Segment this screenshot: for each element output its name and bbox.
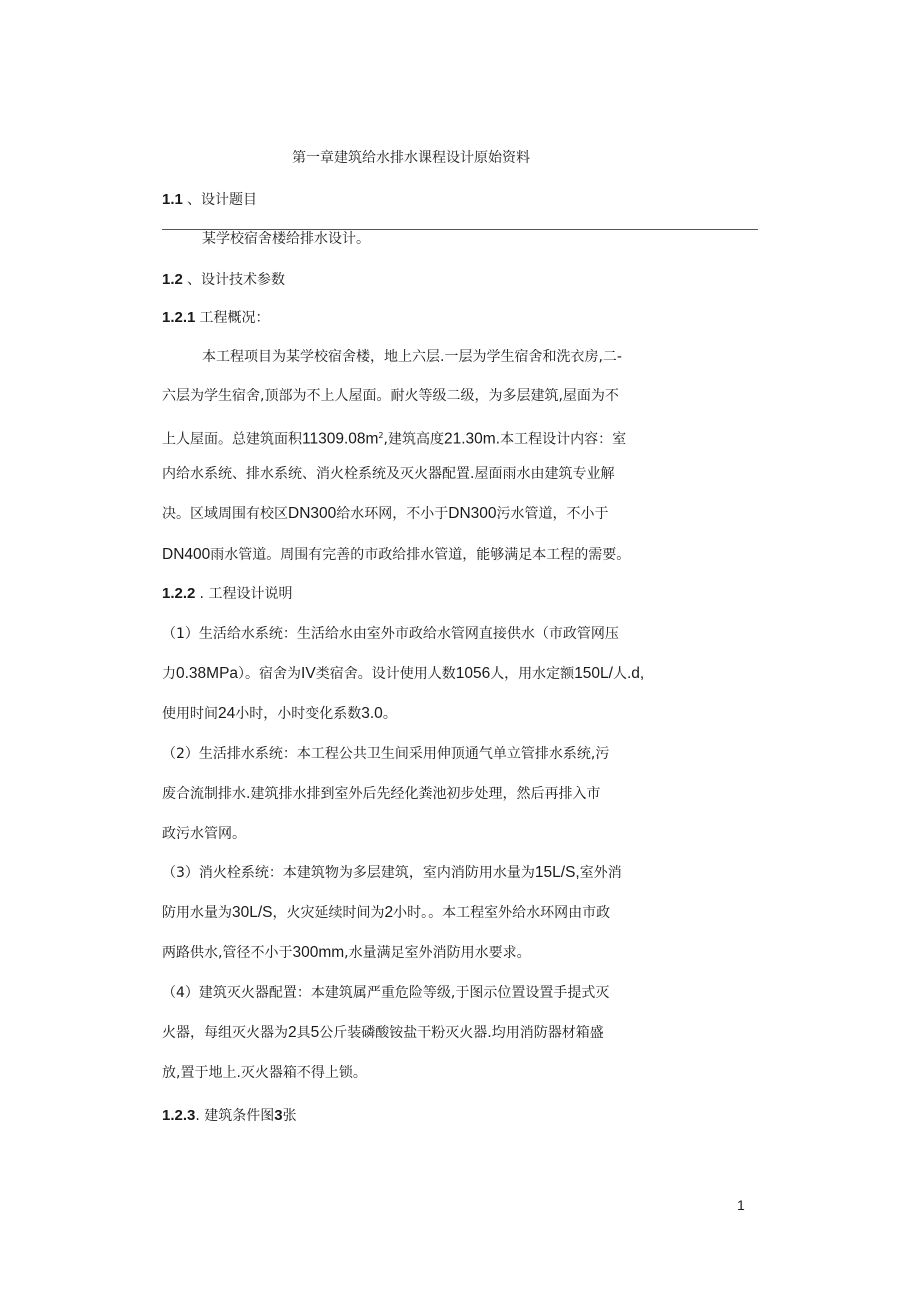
overview-line-1: 本工程项目为某学校宿舍楼，地上六层.一层为学生宿舍和洗衣房,二- xyxy=(202,349,622,365)
extinguisher-line-1: （4）建筑灭火器配置：本建筑属严重危险等级,于图示位置设置手提式灭 xyxy=(162,985,610,1001)
water-supply-line-3: 使用时间24小时，小时变化系数3.0。 xyxy=(162,705,397,722)
section-1-2-heading: 1.2 、设计技术参数 xyxy=(162,271,286,288)
page-number: 1 xyxy=(737,1197,745,1213)
overview-line-4: 内给水系统、排水系统、消火栓系统及灭火器配置.屋面雨水由建筑专业解 xyxy=(162,466,615,482)
water-supply-line-1: （1）生活给水系统：生活给水由室外市政给水管网直接供水（市政管网压 xyxy=(162,626,619,642)
hydrant-line-3: 两路供水,管径不小于300mm,水量满足室外消防用水要求。 xyxy=(162,944,531,961)
drainage-line-2: 废合流制排水.建筑排水排到室外后先经化粪池初步处理，然后再排入市 xyxy=(162,786,601,802)
section-1-2-2-heading: 1.2.2 . 工程设计说明 xyxy=(162,585,293,602)
section-1-2-1-heading: 1.2.1 工程概况： xyxy=(162,309,270,326)
section-1-2-3-heading: 1.2.3. 建筑条件图3张 xyxy=(162,1107,297,1124)
overview-line-2: 六层为学生宿舍,顶部为不上人屋面。耐火等级二级，为多层建筑,屋面为不 xyxy=(162,388,619,404)
drainage-line-3: 政污水管网。 xyxy=(162,826,246,842)
section-1-1-heading: 1.1 、设计题目 xyxy=(162,191,258,208)
water-supply-line-2: 力0.38MPa）。宿舍为IV类宿舍。设计使用人数1056人，用水定额150L/人.d, xyxy=(162,665,645,682)
hydrant-line-1: （3）消火栓系统：本建筑物为多层建筑，室内消防用水量为15L/S,室外消 xyxy=(162,864,622,881)
hydrant-line-2: 防用水量为30L/S，火灾延续时间为2小时。。本工程室外给水环网由市政 xyxy=(162,904,611,921)
extinguisher-line-3: 放,置于地上.灭火器箱不得上锁。 xyxy=(162,1065,367,1081)
overview-line-3: 上人屋面。总建筑面积$11309.08m^2$,建筑高度21.30m.本工程设计内容：室 xyxy=(162,430,627,448)
overview-line-5: 决。区域周围有校区DN300给水环网，不小于DN300污水管道，不小于 xyxy=(162,505,609,522)
extinguisher-line-2: 火器，每组灭火器为2具5公斤装磷酸铵盐干粉灭火器.均用消防器材箱盛 xyxy=(162,1024,604,1041)
drainage-line-1: （2）生活排水系统：本工程公共卫生间采用伸顶通气单立管排水系统,污 xyxy=(162,746,610,762)
design-topic: 某学校宿舍楼给排水设计。 xyxy=(202,231,370,247)
overview-line-6: DN400雨水管道。周围有完善的市政给排水管道，能够满足本工程的需要。 xyxy=(162,546,631,563)
chapter-title: 第一章建筑给水排水课程设计原始资料 xyxy=(292,150,530,166)
